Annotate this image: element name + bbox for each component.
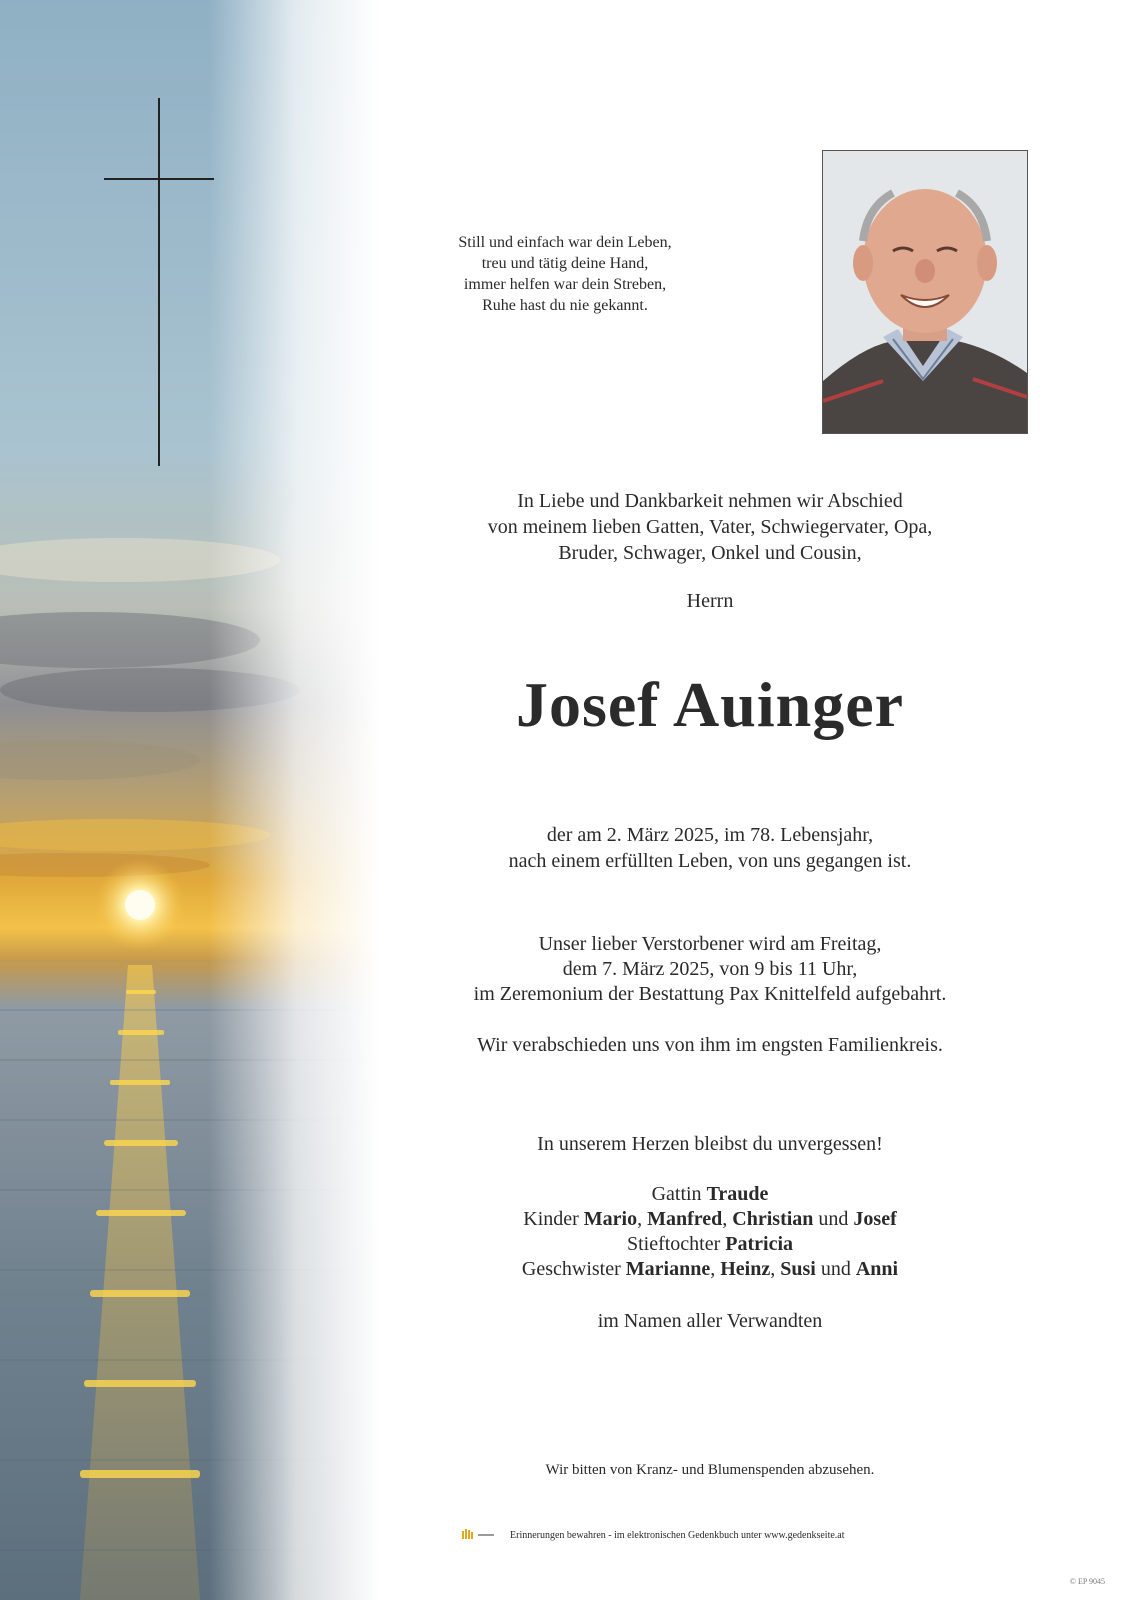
conjunction: und: [818, 1208, 849, 1230]
death-notice: [400, 822, 1020, 874]
poem-line: treu und tätig deine Hand,: [481, 255, 649, 272]
siblings-prefix: Geschwister: [521, 1258, 621, 1280]
relatives-text: im Namen aller Verwandten: [597, 1310, 823, 1332]
sibling-name: Marianne: [625, 1258, 711, 1280]
poem-line: immer helfen war dein Streben,: [463, 276, 667, 293]
stepdaughter-prefix: Stieftochter: [626, 1233, 721, 1255]
gedenkseite-logo-icon: [462, 1528, 496, 1542]
family-line-siblings: Geschwister Marianne, Heinz, Susi und Anni: [521, 1258, 899, 1280]
family-line-stepdaughter: [400, 1232, 1020, 1257]
portrait-photo: [822, 150, 1028, 434]
conjunction: und: [820, 1258, 851, 1280]
spouse-name: Traude: [706, 1183, 769, 1205]
child-name: Josef: [853, 1208, 897, 1230]
salutation: Herrn: [686, 590, 734, 612]
intro-line: Bruder, Schwager, Onkel und Cousin,: [558, 542, 862, 564]
sibling-name: Heinz: [720, 1258, 771, 1280]
family-line-spouse: [400, 1182, 1020, 1207]
flowers-request: Wir bitten von Kranz- und Blumenspenden abzusehen.: [545, 1462, 875, 1478]
family-list: [400, 1182, 1020, 1282]
intro-line: In Liebe und Dankbarkeit nehmen wir Abschied: [517, 490, 903, 512]
footer: [462, 1528, 942, 1542]
cross-icon-vertical: [158, 98, 160, 466]
poem-line: Still und einfach war dein Leben,: [458, 234, 672, 251]
poem-line: Ruhe hast du nie gekannt.: [482, 297, 648, 314]
child-name: Christian: [732, 1208, 814, 1230]
death-line: der am 2. März 2025, im 78. Lebensjahr,: [546, 824, 874, 846]
family-line-children: Kinder Mario, Manfred, Christian und Josef: [523, 1208, 897, 1230]
stepdaughter-name: Patricia: [725, 1233, 794, 1255]
farewell-text: Wir verabschieden uns von ihm im engsten Familienkreis.: [477, 1034, 943, 1056]
viewing-line: dem 7. März 2025, von 9 bis 11 Uhr,: [562, 958, 858, 980]
document-code: © EP 9045: [1069, 1577, 1105, 1586]
children-prefix: Kinder: [523, 1208, 579, 1230]
sibling-name: Anni: [855, 1258, 899, 1280]
viewing-notice: [400, 932, 1020, 1007]
intro-line: von meinem lieben Gatten, Vater, Schwiegervater, Opa,: [487, 516, 933, 538]
cross-icon-horizontal: [104, 178, 214, 180]
sunset-sea-image: [0, 0, 380, 1600]
spouse-prefix: Gattin: [651, 1183, 702, 1205]
viewing-line: im Zeremonium der Bestattung Pax Knittelfeld aufgebahrt.: [473, 983, 947, 1005]
poem: [420, 232, 710, 316]
death-line: nach einem erfüllten Leben, von uns gegangen ist.: [508, 850, 912, 872]
child-name: Mario: [583, 1208, 638, 1230]
footer-text: Erinnerungen bewahren - im elektronischen Gedenkbuch unter www.gedenkseite.at: [510, 1529, 845, 1541]
sibling-name: Susi: [780, 1258, 816, 1280]
deceased-name: Josef Auinger: [515, 669, 905, 740]
remembrance-text: In unserem Herzen bleibst du unvergessen!: [537, 1133, 883, 1155]
child-name: Manfred: [647, 1208, 723, 1230]
intro-text: [400, 488, 1020, 566]
viewing-line: Unser lieber Verstorbener wird am Freitag,: [538, 933, 882, 955]
